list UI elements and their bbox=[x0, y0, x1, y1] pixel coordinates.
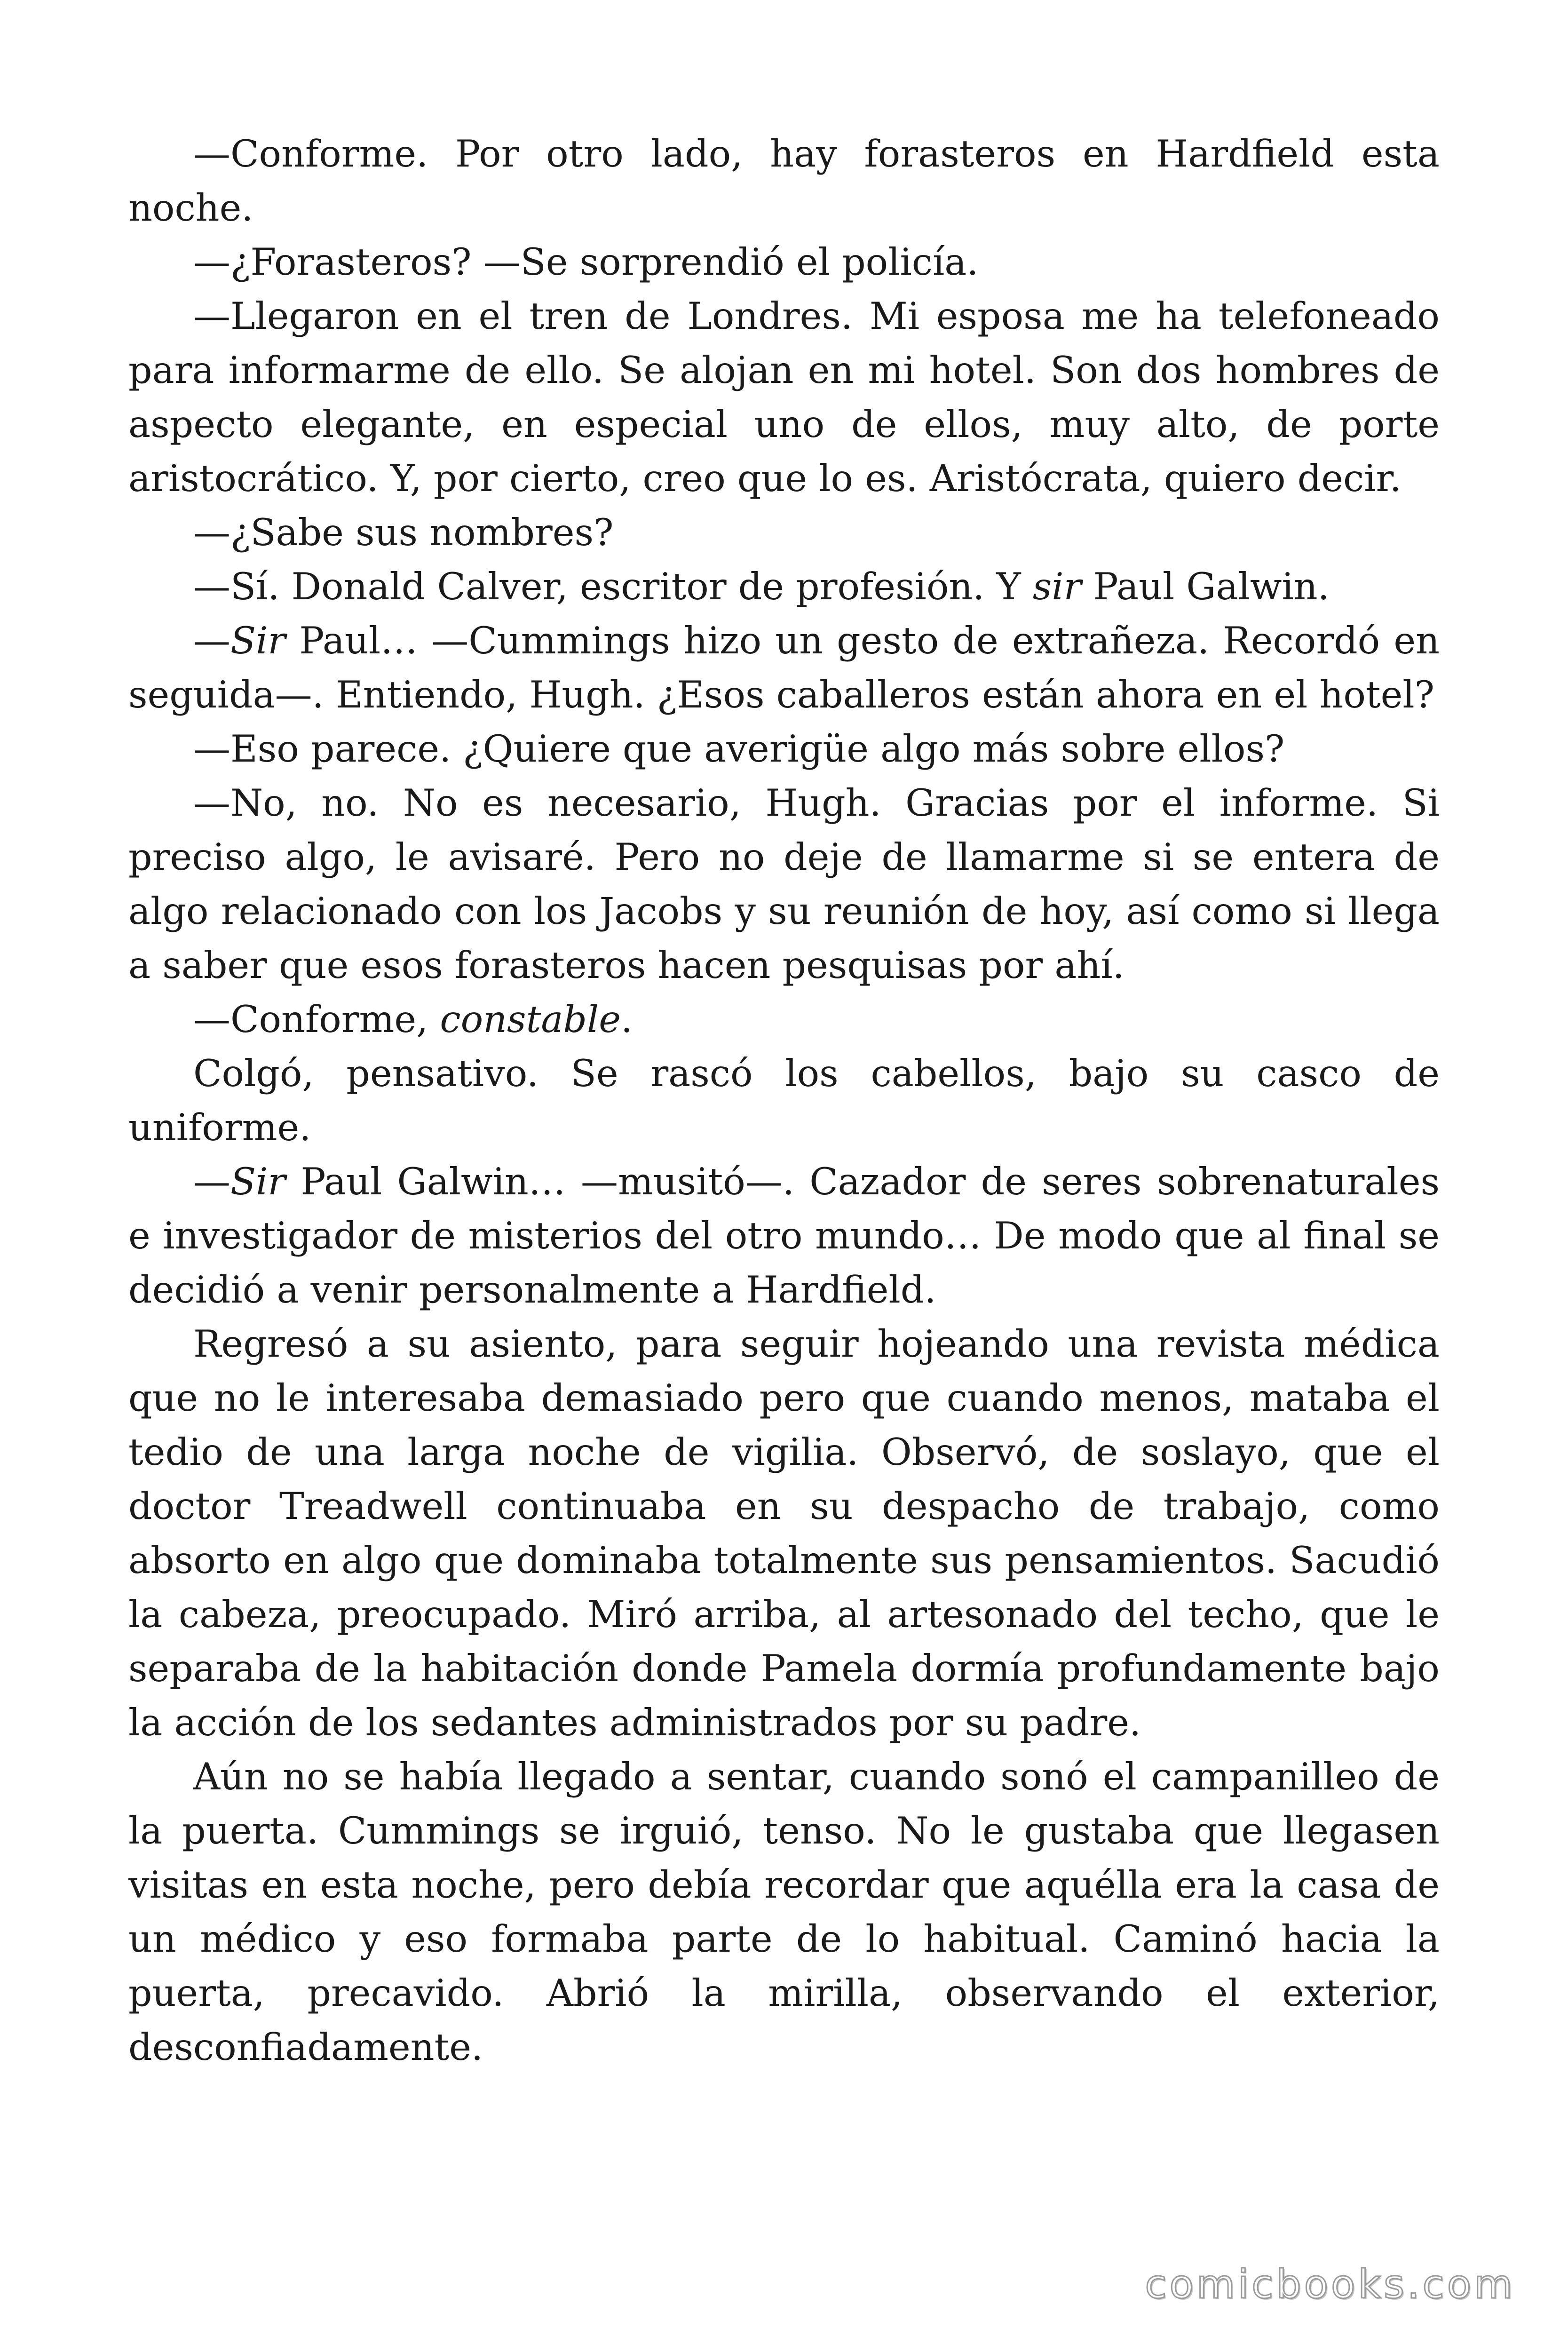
paragraph: Regresó a su asiento, para seguir hojeando una revista médica que no le interesaba demasiado pero que cuando menos, mataba el tedio de una larga noche de vigilia. Observó, de soslayo, que el doctor Treadwell continuaba en su despacho de trabajo, como absorto en algo que dominaba totalmente sus pensamientos. Sacudió la cabeza, preocupado. Miró arriba, al artesonado del techo, que le separaba de la habitación donde Pamela dormía profundamente bajo la acción de los sedantes administrados por su padre. bbox=[128, 1322, 1440, 1744]
paragraph: —Sir Paul… —Cummings hizo un gesto de extrañeza. Recordó en seguida—. Entiendo, Hugh. ¿Esos caballeros están ahora en el hotel? bbox=[128, 619, 1440, 716]
paragraph: —Sir Paul Galwin… —musitó—. Cazador de seres sobrenaturales e investigador de misterios del otro mundo… De modo que al final se decidió a venir personalmente a Hardfield. bbox=[128, 1160, 1440, 1311]
paragraph: —Conforme. Por otro lado, hay forasteros en Hardfield esta noche. bbox=[128, 132, 1440, 230]
page-body bbox=[128, 127, 1440, 2074]
paragraph: —Llegaron en el tren de Londres. Mi esposa me ha telefoneado para informarme de ello. Se alojan en mi hotel. Son dos hombres de aspecto elegante, en especial uno de ellos, muy alto, de porte aristocrático. Y, por cierto, creo que lo es. Aristócrata, quiero decir. bbox=[128, 294, 1440, 500]
paragraph: Colgó, pensativo. Se rascó los cabellos, bajo su casco de uniforme. bbox=[128, 1052, 1440, 1149]
paragraph: —Sí. Donald Calver, escritor de profesión. Y sir Paul Galwin. bbox=[193, 565, 1330, 608]
paragraph: —No, no. No es necesario, Hugh. Gracias por el informe. Si preciso algo, le avisaré. Pero no deje de llamarme si se entera de algo relacionado con los Jacobs y su reunión de hoy, así como si llega a saber que esos forasteros hacen pesquisas por ahí. bbox=[128, 781, 1440, 987]
watermark: comicbooks.com bbox=[1145, 2261, 1515, 2307]
paragraph: Aún no se había llegado a sentar, cuando sonó el campanilleo de la puerta. Cummings se irguió, tenso. No le gustaba que llegasen visitas en esta noche, pero debía recordar que aquélla era la casa de un médico y eso formaba parte de lo habitual. Caminó hacia la puerta, precavido. Abrió la mirilla, observando el exterior, desconfiadamente. bbox=[128, 1755, 1440, 2069]
paragraph: —¿Sabe sus nombres? bbox=[193, 511, 614, 554]
paragraph: —Conforme, constable. bbox=[193, 998, 633, 1041]
paragraph: —¿Forasteros? —Se sorprendió el policía. bbox=[193, 240, 979, 284]
paragraph: —Eso parece. ¿Quiere que averigüe algo más sobre ellos? bbox=[193, 727, 1285, 771]
